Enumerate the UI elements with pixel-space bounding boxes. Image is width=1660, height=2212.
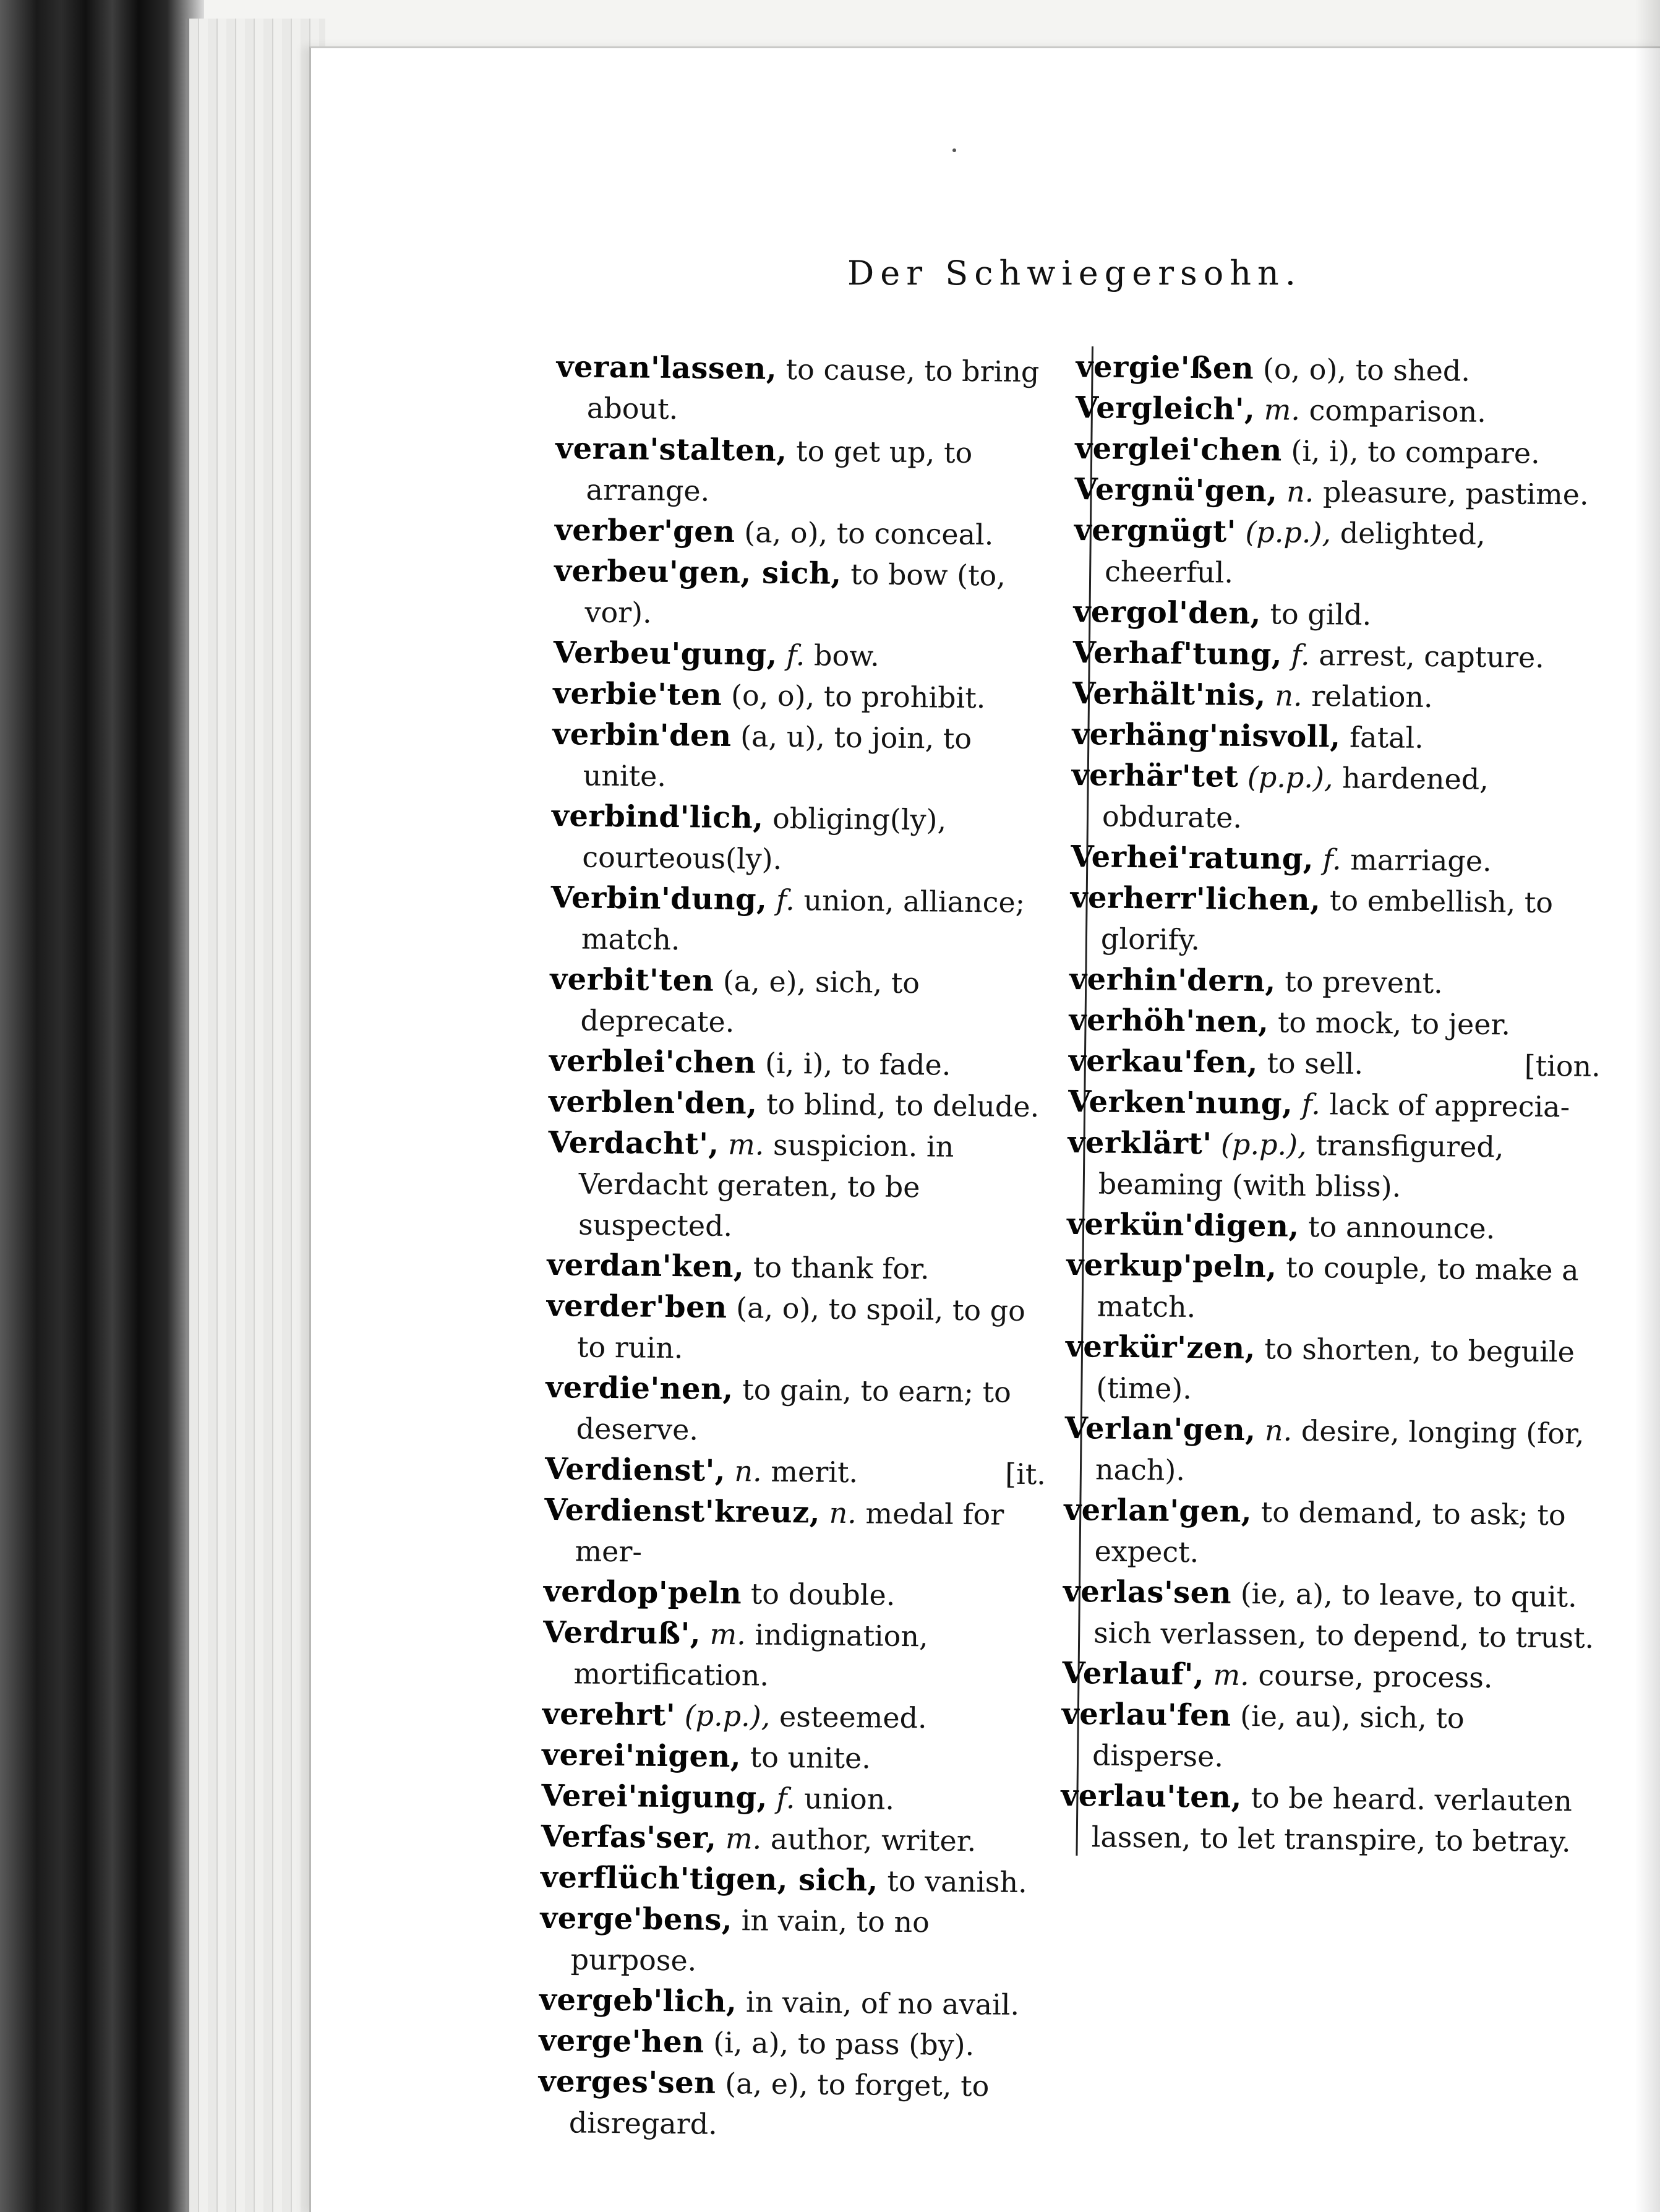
headword: vergnügt' — [1074, 512, 1237, 549]
grammar-label: f. — [1322, 842, 1341, 877]
definition: lack of apprecia- — [1329, 1087, 1570, 1124]
grammar-label: (p.p.), — [1245, 515, 1332, 550]
gutter-shadow — [1635, 0, 1660, 2212]
headword: Verei'nigung, — [541, 1778, 768, 1815]
headword: verdop'peln — [543, 1574, 742, 1611]
headword: vergeb'lich, — [539, 1982, 737, 2020]
definition: to embellish, to glorify. — [1100, 883, 1554, 957]
definition: to shorten, to beguile (time). — [1096, 1332, 1575, 1406]
definition: union, alliance; match. — [581, 883, 1025, 957]
definition: marriage. — [1350, 842, 1492, 878]
grammar-label: f. — [776, 1781, 795, 1815]
glossary-entry — [556, 346, 1058, 433]
running-head: Der Schwiegersohn. — [847, 254, 1302, 293]
headword: Verdienst', — [544, 1451, 726, 1488]
headword: verbit'ten — [549, 961, 714, 998]
grammar-label: (p.p.), — [684, 1699, 771, 1733]
definition: (i, a), to pass (by). — [713, 2025, 975, 2062]
glossary-entry — [542, 1694, 1044, 1739]
definition: to sell. — [1267, 1046, 1364, 1081]
headword: verblei'chen — [549, 1043, 756, 1081]
headword: verge'hen — [539, 2023, 704, 2060]
grammar-label: n. — [1264, 1413, 1293, 1447]
grammar-label: n. — [734, 1454, 763, 1488]
grammar-label: (p.p.), — [1247, 760, 1333, 795]
definition: merit. — [771, 1454, 858, 1490]
grammar-label: f. — [1301, 1087, 1321, 1121]
glossary-entry — [1061, 1694, 1594, 1781]
glossary-entry — [547, 1122, 1050, 1250]
definition: to bow (to, vor). — [584, 557, 1006, 630]
definition: fatal. — [1349, 720, 1424, 755]
headword: Verbeu'gung, — [553, 635, 778, 672]
headword: verflüch'tigen, sich, — [540, 1859, 879, 1898]
headword: verdan'ken, — [547, 1247, 745, 1285]
headword: Verhei'ratung, — [1071, 839, 1314, 877]
headword: verbie'ten — [552, 675, 722, 713]
definition: to cause, to bring about. — [586, 352, 1040, 426]
glossary-entry — [550, 877, 1052, 964]
headword: Verhält'nis, — [1072, 675, 1267, 713]
definition: arrest, capture. — [1319, 638, 1545, 674]
headword: Verken'nung, — [1067, 1084, 1293, 1121]
definition: (ie, a), to leave, to quit. sich verlassen, to depend, to trust. — [1093, 1576, 1594, 1655]
definition: author, writer. — [770, 1822, 977, 1858]
definition: in vain, to no purpose. — [570, 1903, 930, 1978]
glossary-entry — [1074, 469, 1607, 515]
headword: verklärt' — [1067, 1125, 1212, 1162]
headword: verkup'peln, — [1066, 1247, 1277, 1285]
glossary-entry — [1075, 428, 1607, 474]
headword: vergie'ßen — [1076, 349, 1254, 387]
glossary-entry — [544, 1490, 1045, 1576]
glossary-entry — [541, 1857, 1042, 1903]
glossary-entry — [1076, 346, 1608, 393]
grammar-label: f. — [786, 638, 805, 672]
headword: verei'nigen, — [541, 1737, 742, 1775]
definition: to gain, to earn; to deserve. — [576, 1373, 1012, 1447]
headword: verbin'den — [552, 716, 732, 753]
glossary-entry — [1069, 959, 1602, 1005]
definition: suspicion. in Verdacht geraten, to be suspected. — [578, 1128, 954, 1243]
glossary-entry — [1067, 1204, 1599, 1250]
definition: to couple, to make a match. — [1097, 1250, 1579, 1324]
grammar-label: m. — [1264, 393, 1301, 427]
headword: verkün'digen, — [1066, 1206, 1299, 1244]
definition: to blind, to delude. — [766, 1087, 1040, 1124]
grammar-label: m. — [725, 1821, 762, 1856]
headword: Verdacht', — [548, 1125, 719, 1162]
glossary-entry — [553, 632, 1055, 678]
glossary-entry — [545, 1367, 1046, 1454]
glossary-entry — [1068, 1081, 1601, 1128]
headword: Verlan'gen, — [1064, 1410, 1256, 1448]
definition: to be heard. verlauten lassen, to let transpire, to betray. — [1091, 1781, 1573, 1859]
headword: verdie'nen, — [545, 1370, 734, 1407]
headword: verglei'chen — [1074, 431, 1283, 468]
definition: bow. — [813, 638, 880, 673]
glossary-entry — [538, 2061, 1040, 2148]
definition: to gild. — [1270, 597, 1372, 632]
definition: hardened, obdurate. — [1102, 761, 1489, 834]
grammar-label: n. — [1286, 474, 1314, 509]
glossary-entry — [539, 1898, 1041, 1984]
definition: to vanish. — [887, 1864, 1028, 1900]
definition: comparison. — [1309, 393, 1487, 429]
definition: medal for mer- — [575, 1496, 1004, 1569]
glossary-entry — [542, 1612, 1044, 1699]
definition: to thank for. — [753, 1250, 930, 1286]
print-speck — [952, 148, 956, 152]
headword: verkau'fen, — [1068, 1043, 1259, 1081]
glossary-entry — [1071, 755, 1604, 842]
continuation-note: [tion. — [1524, 1048, 1601, 1083]
headword: vergol'den, — [1073, 594, 1262, 632]
definition: (o, o), to shed. — [1262, 352, 1471, 388]
glossary-entry — [1072, 632, 1605, 679]
glossary-entry — [1072, 673, 1605, 719]
grammar-label: f. — [1291, 638, 1310, 672]
definition: to prevent. — [1285, 964, 1444, 1000]
glossary-entry — [1063, 1490, 1596, 1577]
definition: esteemed. — [779, 1699, 927, 1735]
definition: (a, o), to spoil, to go to ruin. — [576, 1291, 1026, 1365]
grammar-label: n. — [1275, 679, 1303, 713]
definition: indignation, mortification. — [573, 1618, 928, 1692]
definition: to demand, to ask; to expect. — [1094, 1495, 1566, 1569]
headword: verblen'den, — [548, 1084, 758, 1121]
headword: verlau'ten, — [1061, 1778, 1243, 1815]
glossary-entry — [554, 551, 1055, 637]
glossary-entry — [549, 1081, 1050, 1127]
headword: verder'ben — [546, 1288, 727, 1325]
headword: Vergleich', — [1075, 390, 1256, 427]
headword: verlan'gen, — [1064, 1492, 1252, 1530]
definition: in vain, of no avail. — [745, 1985, 1020, 2021]
glossary-entry — [1069, 1040, 1601, 1087]
headword: Verfas'ser, — [541, 1819, 717, 1856]
glossary-entry — [1063, 1571, 1595, 1658]
continuation-note: [it. — [1004, 1457, 1046, 1491]
definition: to unite. — [750, 1740, 871, 1775]
headword: veran'lassen, — [556, 349, 777, 387]
headword: verbeu'gen, sich, — [554, 553, 842, 591]
definition: course, process. — [1258, 1658, 1493, 1695]
grammar-label: f. — [776, 883, 795, 917]
headword: verhär'tet — [1071, 757, 1239, 794]
headword: Verhaf'tung, — [1072, 635, 1283, 672]
glossary-entry — [552, 714, 1053, 800]
definition: to double. — [750, 1577, 896, 1612]
grammar-label: n. — [829, 1496, 857, 1530]
glossary-entry — [1070, 877, 1602, 964]
glossary-entry — [1071, 836, 1603, 883]
definition: relation. — [1311, 679, 1434, 714]
headword: verlau'fen — [1061, 1696, 1231, 1733]
glossary-column-left — [538, 346, 1058, 2148]
headword: verherr'lichen, — [1070, 880, 1321, 918]
glossary-entry — [555, 510, 1056, 555]
headword: Vergnü'gen, — [1074, 471, 1278, 509]
glossary-entry — [555, 428, 1056, 515]
headword: verbind'lich, — [551, 798, 764, 836]
definition: (a, o), to conceal. — [744, 515, 994, 552]
definition: (a, u), to join, to unite. — [583, 719, 972, 793]
definition: to get up, to arrange. — [586, 434, 973, 508]
headword: verkür'zen, — [1065, 1329, 1256, 1366]
headword: verhäng'nisvoll, — [1072, 716, 1341, 755]
glossary-entry — [1062, 1653, 1594, 1699]
glossary-entry — [1076, 387, 1608, 434]
headword: verges'sen — [538, 2064, 716, 2101]
glossary-entry — [553, 673, 1055, 719]
glossary-entry — [541, 1816, 1042, 1862]
glossary-entry — [1073, 591, 1606, 638]
headword: verhöh'nen, — [1069, 1002, 1269, 1040]
definition: (o, o), to prohibit. — [730, 678, 986, 715]
headword: veran'stalten, — [555, 431, 787, 468]
glossary-entry — [1074, 510, 1606, 597]
glossary-entry — [547, 1245, 1048, 1290]
glossary-entry — [542, 1734, 1043, 1780]
headword: Verdienst'kreuz, — [544, 1492, 821, 1530]
headword: verge'bens, — [540, 1900, 733, 1938]
definition: desire, longing (for, nach). — [1095, 1413, 1585, 1487]
glossary-entry — [1060, 1775, 1593, 1863]
glossary-entry — [545, 1449, 1046, 1494]
glossary-column-right — [1060, 346, 1608, 1863]
headword: verhin'dern, — [1069, 961, 1277, 999]
glossary-entry — [1064, 1408, 1597, 1495]
grammar-label: (p.p.), — [1220, 1127, 1307, 1162]
headword: Verlauf', — [1062, 1655, 1205, 1692]
headword: Verdruß', — [542, 1614, 701, 1652]
headword: verber'gen — [554, 512, 735, 550]
definition: pleasure, pastime. — [1322, 475, 1589, 512]
glossary-entry — [549, 959, 1051, 1045]
definition: to mock, to jeer. — [1277, 1005, 1511, 1042]
glossary-entry — [1065, 1326, 1598, 1413]
definition: transfigured, beaming (with bliss). — [1098, 1128, 1504, 1204]
definition: (ie, au), sich, to disperse. — [1092, 1699, 1465, 1773]
glossary-entry — [1072, 714, 1604, 760]
glossary-entry — [546, 1285, 1048, 1372]
headword: verlas'sen — [1063, 1574, 1232, 1611]
grammar-label: m. — [727, 1127, 764, 1162]
glossary-entry — [544, 1571, 1045, 1617]
glossary-entry — [551, 795, 1053, 882]
grammar-label: m. — [709, 1617, 747, 1652]
definition: (a, e), to forget, to disregard. — [568, 2067, 990, 2141]
glossary-entry — [1066, 1245, 1598, 1332]
definition: (i, i), to fade. — [764, 1046, 951, 1082]
definition: (i, i), to compare. — [1291, 434, 1541, 470]
headword: Verbin'dung, — [550, 880, 768, 917]
book-spine — [0, 0, 204, 2212]
glossary-entry — [541, 1775, 1043, 1821]
definition: delighted, cheerful. — [1104, 516, 1486, 589]
definition: to announce. — [1307, 1210, 1495, 1246]
glossary-entry — [539, 2020, 1040, 2066]
headword: verehrt' — [542, 1696, 676, 1733]
definition: obliging(ly), courteous(ly). — [582, 801, 947, 876]
page-edges — [186, 19, 325, 2212]
glossary-entry — [549, 1040, 1051, 1086]
glossary-entry — [1067, 1122, 1599, 1209]
definition: (a, e), sich, to deprecate. — [580, 964, 920, 1039]
grammar-label: m. — [1213, 1658, 1250, 1692]
glossary-entry — [539, 1979, 1041, 2025]
definition: union. — [803, 1781, 895, 1816]
glossary-entry — [1069, 1000, 1601, 1046]
